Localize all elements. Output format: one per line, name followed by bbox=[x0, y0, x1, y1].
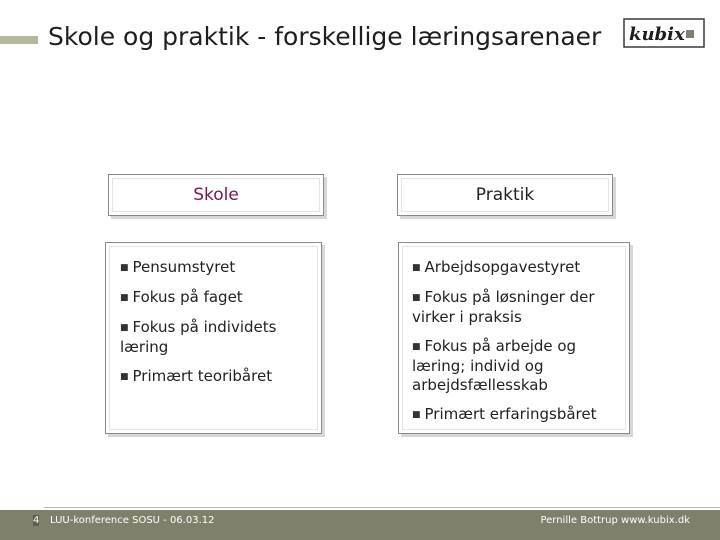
slide-title: Skole og praktik - forskellige læringsarenaer bbox=[48, 22, 602, 51]
bullet-icon: ■ bbox=[412, 263, 421, 273]
list-item: ■ Primært erfaringsbåret bbox=[412, 405, 597, 423]
kubix-logo-icon bbox=[623, 18, 705, 48]
svg-text:kubix: kubix bbox=[629, 24, 685, 45]
praktik-content-box bbox=[398, 242, 630, 434]
skole-header: Skole bbox=[108, 174, 324, 216]
list-item: ■ Fokus på faget bbox=[120, 288, 243, 306]
footer-divider bbox=[44, 507, 720, 508]
footer-event-text: LUU-konference SOSU - 06.03.12 bbox=[50, 515, 215, 526]
list-item: ■ Pensumstyret bbox=[120, 258, 236, 276]
kubix-logo bbox=[623, 18, 705, 48]
bullet-icon: ■ bbox=[412, 293, 421, 303]
bullet-icon: ■ bbox=[120, 372, 129, 382]
list-item: ■ Fokus på individets læring bbox=[120, 318, 277, 356]
list-item: ■ Fokus på løsninger der virker i praksis bbox=[412, 288, 595, 326]
page-number: 4 bbox=[33, 515, 40, 526]
praktik-bullet-list bbox=[412, 258, 621, 435]
footer-author-text: Pernille Bottrup www.kubix.dk bbox=[540, 515, 690, 526]
title-accent-bar bbox=[0, 36, 38, 44]
skole-bullet-list bbox=[120, 258, 313, 397]
bullet-icon: ■ bbox=[120, 293, 129, 303]
list-item: ■ Arbejdsopgavestyret bbox=[412, 258, 581, 276]
bullet-icon: ■ bbox=[412, 410, 421, 420]
list-item: ■ Primært teoribåret bbox=[120, 367, 273, 385]
skole-content-box bbox=[105, 242, 322, 434]
bullet-icon: ■ bbox=[412, 342, 421, 352]
bullet-icon: ■ bbox=[120, 263, 129, 273]
list-item: ■ Fokus på arbejde og læring; individ og arbejdsfællesskab bbox=[412, 337, 577, 394]
bullet-icon: ■ bbox=[120, 323, 129, 333]
praktik-header: Praktik bbox=[397, 174, 613, 216]
